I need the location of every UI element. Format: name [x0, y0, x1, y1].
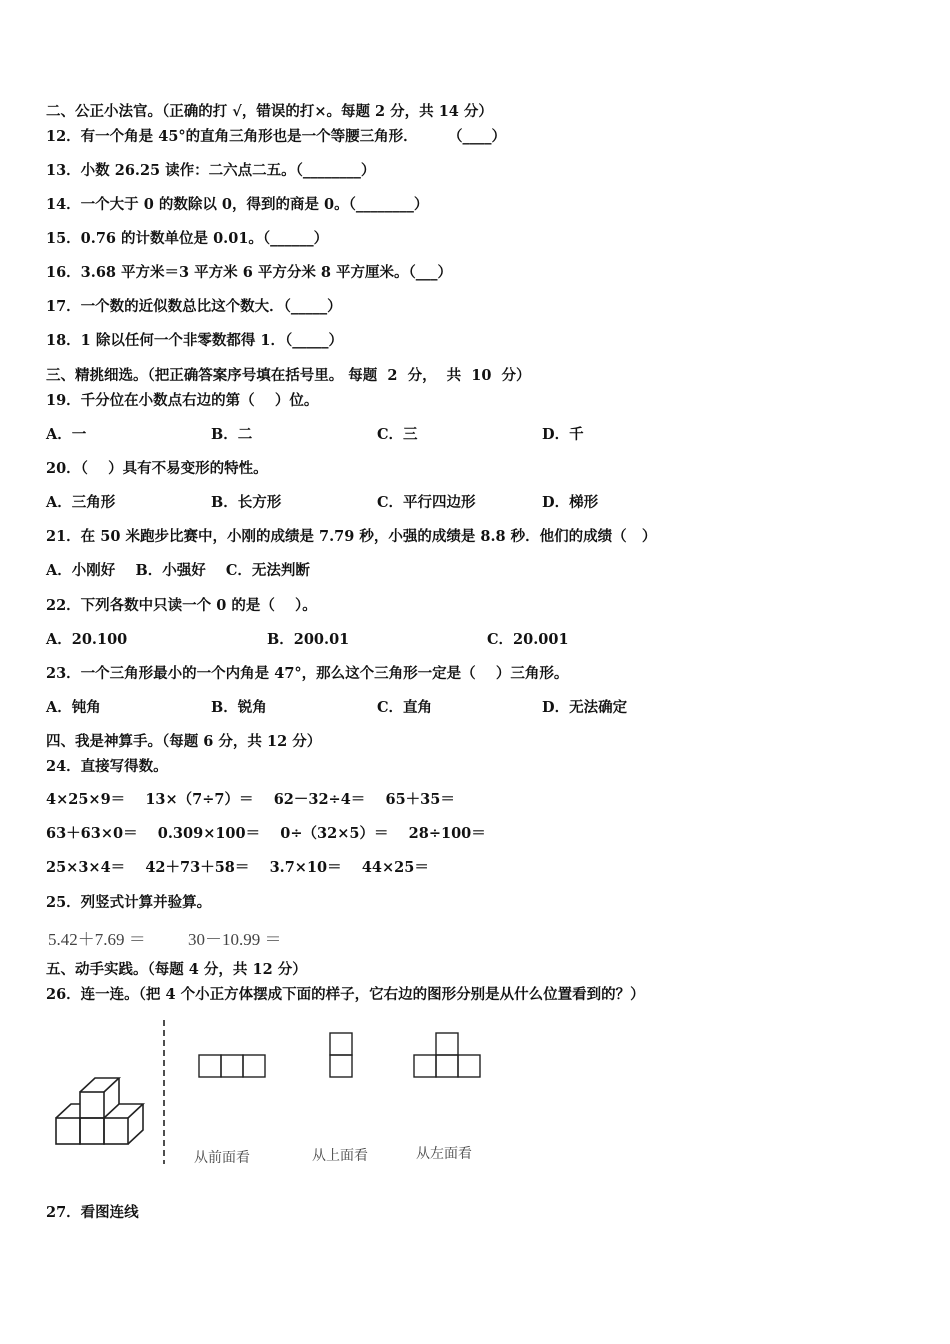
q22-option-c: C．20.001	[487, 631, 569, 648]
question-21: 21．在 50 米跑步比赛中，小刚的成绩是 7.79 秒，小强的成绩是 8.8 秒．他们的成绩（ ）	[46, 528, 657, 545]
q21-options: A．小刚好 B．小强好 C．无法判断	[46, 562, 310, 579]
view-label-top: 从上面看	[312, 1148, 368, 1164]
calc-row-3: 25×3×4＝ 42＋73＋58＝ 3.7×10＝ 44×25＝	[46, 859, 429, 876]
q20-option-b: B．长方形	[211, 494, 282, 511]
question-15: 15．0.76 的计数单位是 0.01。（______）	[46, 230, 329, 247]
left-view-shape	[414, 1033, 480, 1077]
q23-option-a: A．钝角	[46, 699, 101, 716]
front-view-shape	[199, 1055, 265, 1077]
cube-views-figure	[46, 1018, 506, 1173]
top-view-shape	[330, 1033, 352, 1077]
calc-row-1: 4×25×9＝ 13×（7÷7）＝ 62－32÷4＝ 65＋35＝	[46, 791, 455, 808]
q23-option-b: B．锐角	[211, 699, 267, 716]
calc-row-2: 63＋63×0＝ 0.309×100＝ 0÷（32×5）＝ 28÷100＝	[46, 825, 486, 842]
question-27: 27．看图连线	[46, 1204, 139, 1221]
question-12: 12．有一个角是 45°的直角三角形也是一个等腰三角形． （____）	[46, 128, 506, 145]
view-label-left: 从左面看	[416, 1146, 472, 1162]
q23-option-c: C．直角	[377, 699, 433, 716]
isometric-cube-stack	[56, 1078, 143, 1144]
question-13: 13．小数 26.25 读作：二六点二五。（________）	[46, 162, 376, 179]
q19-option-c: C．三	[377, 426, 418, 443]
q20-option-d: D．梯形	[542, 494, 599, 511]
question-16: 16．3.68 平方米＝3 平方米 6 平方分米 8 平方厘米。（___）	[46, 264, 453, 281]
q20-option-c: C．平行四边形	[377, 494, 476, 511]
question-18: 18．1 除以任何一个非零数都得 1．（_____）	[46, 332, 343, 349]
question-17: 17．一个数的近似数总比这个数大．（_____）	[46, 298, 342, 315]
q19-option-b: B．二	[211, 426, 253, 443]
vertical-calc-1: 5.42＋7.69 ＝	[48, 930, 146, 949]
section3-heading: 三、精挑细选。（把正确答案序号填在括号里。 每题 2 分， 共 10 分）	[46, 367, 531, 384]
q22-option-b: B．200.01	[267, 631, 350, 648]
q19-option-d: D．千	[542, 426, 584, 443]
section4-heading: 四、我是神算手。（每题 6 分，共 12 分）	[46, 733, 322, 750]
question-23: 23．一个三角形最小的一个内角是 47°，那么这个三角形一定是（ ）三角形。	[46, 665, 569, 682]
question-25: 25．列竖式计算并验算。	[46, 894, 212, 911]
q22-option-a: A．20.100	[46, 631, 128, 648]
question-24: 24．直接写得数。	[46, 758, 168, 775]
view-label-front: 从前面看	[194, 1150, 250, 1166]
section2-heading: 二、公正小法官。（正确的打 √，错误的打×。每题 2 分，共 14 分）	[46, 103, 493, 120]
q20-option-a: A．三角形	[46, 494, 116, 511]
question-22: 22．下列各数中只读一个 0 的是（ ）。	[46, 597, 317, 614]
vertical-calc-2: 30－10.99 ＝	[188, 930, 282, 949]
q23-option-d: D．无法确定	[542, 699, 628, 716]
question-20: 20．（ ）具有不易变形的特性。	[46, 460, 268, 477]
question-19: 19．千分位在小数点右边的第（ ）位。	[46, 392, 319, 409]
q19-option-a: A．一	[46, 426, 87, 443]
question-26: 26．连一连。（把 4 个小正方体摆成下面的样子，它右边的图形分别是从什么位置看到的？）	[46, 986, 645, 1003]
section5-heading: 五、动手实践。（每题 4 分，共 12 分）	[46, 961, 307, 978]
question-14: 14．一个大于 0 的数除以 0，得到的商是 0。（________）	[46, 196, 429, 213]
